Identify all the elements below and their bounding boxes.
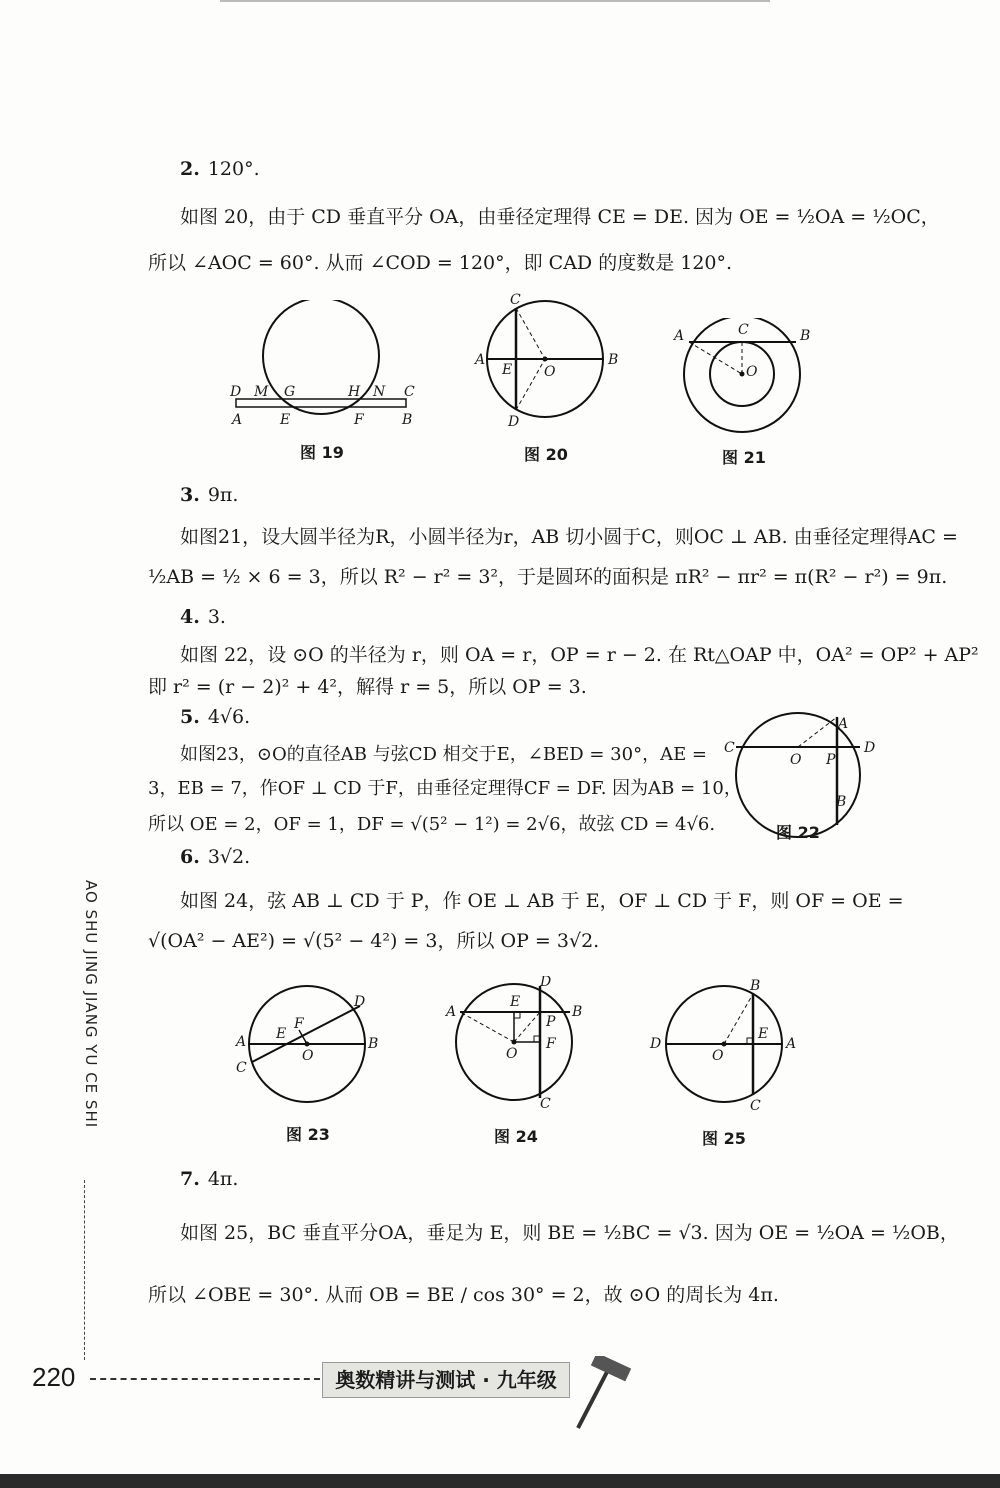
label-D: D: [354, 994, 366, 1010]
side-title: AO SHU JING JIANG YU CE SHI: [82, 880, 100, 1129]
label-B: B: [836, 794, 847, 810]
label-F: F: [546, 1036, 556, 1052]
solution-7-line-1: 如图 25，BC 垂直平分OA，垂足为 E，则 BE = ½BC = √3. 因为 OE = ½OA = ½OB，: [180, 1222, 959, 1244]
answer-number: 4.: [180, 606, 200, 628]
label-A: A: [446, 1004, 457, 1020]
top-rule: [220, 0, 770, 2]
label-O: O: [506, 1046, 518, 1062]
answer-value: 3.: [207, 606, 226, 628]
answer-number: 2.: [180, 158, 200, 180]
label-P: P: [826, 752, 836, 768]
figure-19: [220, 300, 420, 430]
label-N: N: [373, 384, 386, 400]
bottom-scan-edge: [0, 1474, 1000, 1488]
label-O: O: [712, 1048, 724, 1064]
solution-6-line-2: √(OA² − AE²) = √(5² − 4²) = 3，所以 OP = 3√2.: [148, 930, 600, 952]
figure-22-caption: 图 22: [776, 823, 820, 842]
hammer-icon: [568, 1356, 638, 1436]
label-P: P: [546, 1014, 556, 1030]
label-E: E: [758, 1026, 769, 1042]
figure-20: [470, 292, 620, 432]
footer-dashed-rule: [90, 1378, 320, 1380]
side-dashed-rule: [84, 1180, 85, 1360]
solution-3-line-1: 如图21，设大圆半径为R，小圆半径为r，AB 切小圆于C，则OC ⊥ AB. 由垂径定理得AC =: [180, 526, 958, 548]
label-C: C: [540, 1096, 551, 1110]
label-B: B: [750, 978, 761, 994]
solution-4-line-1: 如图 22，设 ⊙O 的半径为 r，则 OA = r，OP = r − 2. 在 Rt△OAP 中，OA² = OP² + AP²: [180, 644, 979, 666]
label-F: F: [294, 1016, 304, 1032]
solution-5-line-1: 如图23，⊙O的直径AB 与弦CD 相交于E，∠BED = 30°，AE =: [180, 744, 708, 765]
footer-book-title: 奥数精讲与测试 · 九年级: [322, 1362, 570, 1398]
answer-2: [180, 158, 260, 180]
figure-25: [646, 978, 806, 1114]
label-B: B: [800, 328, 811, 344]
figure-23-caption: 图 23: [286, 1125, 330, 1144]
solution-2-line-1: 如图 20，由于 CD 垂直平分 OA，由垂径定理得 CE = DE. 因为 OE = ½OA = ½OC，: [180, 206, 940, 228]
label-O: O: [302, 1048, 314, 1064]
label-D: D: [508, 414, 520, 430]
label-B: B: [608, 352, 619, 368]
label-B: B: [572, 1004, 583, 1020]
label-C: C: [750, 1098, 761, 1114]
label-D: D: [864, 740, 876, 756]
answer-6: [180, 846, 250, 868]
page-number: 220: [32, 1362, 76, 1392]
label-H: H: [348, 384, 361, 400]
label-E: E: [280, 412, 291, 428]
figure-21: [672, 318, 812, 438]
label-B: B: [368, 1036, 379, 1052]
answer-value: 3√2.: [207, 846, 251, 868]
figure-24: [442, 976, 592, 1110]
answer-5: [180, 706, 250, 728]
answer-number: 5.: [180, 706, 200, 728]
label-D: D: [230, 384, 242, 400]
figure-19-caption: 图 19: [300, 443, 344, 462]
label-O: O: [544, 364, 556, 380]
label-E: E: [510, 994, 521, 1010]
label-G: G: [284, 384, 296, 400]
label-C: C: [510, 292, 521, 308]
label-C: C: [738, 322, 749, 338]
answer-number: 6.: [180, 846, 200, 868]
figure-21-caption: 图 21: [722, 448, 766, 467]
answer-value: 4π.: [207, 1168, 239, 1190]
label-A: A: [674, 328, 685, 344]
label-C: C: [236, 1060, 247, 1076]
solution-5-line-3: 所以 OE = 2，OF = 1，DF = √(5² − 1²) = 2√6，故弦 CD = 4√6.: [148, 814, 716, 835]
answer-4: [180, 606, 226, 628]
label-D: D: [540, 976, 552, 990]
label-B: B: [402, 412, 413, 428]
solution-2-line-2: 所以 ∠AOC = 60°. 从而 ∠COD = 120°，即 CAD 的度数是 120°.: [148, 252, 733, 274]
label-M: M: [254, 384, 269, 400]
answer-7: [180, 1168, 238, 1190]
label-D: D: [650, 1036, 662, 1052]
label-A: A: [786, 1036, 797, 1052]
label-A: A: [838, 716, 849, 732]
label-A: A: [232, 412, 243, 428]
label-O: O: [746, 364, 758, 380]
answer-value: 120°.: [207, 158, 260, 180]
answer-number: 3.: [180, 484, 200, 506]
answer-number: 7.: [180, 1168, 200, 1190]
label-E: E: [276, 1026, 287, 1042]
label-F: F: [354, 412, 364, 428]
answer-value: 4√6.: [207, 706, 251, 728]
label-C: C: [724, 740, 735, 756]
label-A: A: [236, 1034, 247, 1050]
solution-3-line-2: ½AB = ½ × 6 = 3，所以 R² − r² = 3²，于是圆环的面积是 πR² − πr² = π(R² − r²) = 9π.: [148, 566, 948, 588]
figure-23: [232, 984, 382, 1112]
answer-value: 9π.: [207, 484, 239, 506]
label-A: A: [475, 352, 486, 368]
answer-3: [180, 484, 238, 506]
label-E: E: [502, 362, 513, 378]
figure-24-caption: 图 24: [494, 1127, 538, 1146]
solution-5-line-2: 3，EB = 7，作OF ⊥ CD 于F，由垂径定理得CF = DF. 因为AB = 10，: [148, 778, 742, 799]
solution-6-line-1: 如图 24，弦 AB ⊥ CD 于 P，作 OE ⊥ AB 于 E，OF ⊥ CD 于 F，则 OF = OE =: [180, 890, 904, 912]
label-C: C: [404, 384, 415, 400]
figure-25-caption: 图 25: [702, 1129, 746, 1148]
label-O: O: [790, 752, 802, 768]
solution-4-line-2: 即 r² = (r − 2)² + 4²，解得 r = 5，所以 OP = 3.: [148, 676, 587, 698]
solution-7-line-2: 所以 ∠OBE = 30°. 从而 OB = BE / cos 30° = 2，故 ⊙O 的周长为 4π.: [148, 1284, 779, 1306]
figure-20-caption: 图 20: [524, 445, 568, 464]
